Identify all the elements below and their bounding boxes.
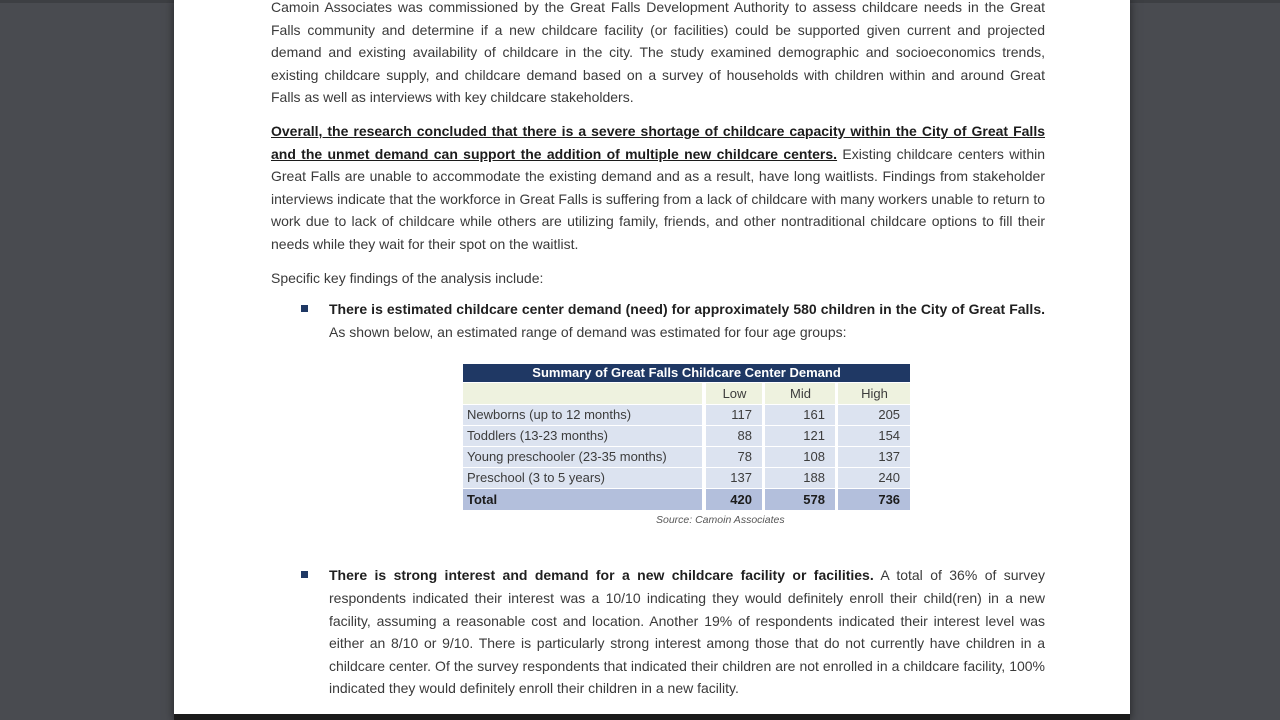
table-cell-low: 117 (706, 405, 765, 426)
paragraph-commission: Camoin Associates was commissioned by the Great Falls Development Authority to assess childcare needs in the Great Falls community and determine if a new childcare facility (or facilities) could be supported given current and projected demand and existing availability of childcare in the city. The study examined demographic and socioeconomics trends, existing childcare supply, and childcare demand based on a survey of households with children within and around Great Falls as well as interviews with key childcare stakeholders. (271, 0, 1045, 106)
table-cell-high: 137 (838, 447, 910, 468)
table-cell-mid: 108 (765, 447, 838, 468)
table-title-row (463, 364, 910, 383)
table-cell-high: 240 (838, 468, 910, 489)
table-cell-label: Toddlers (13-23 months) (463, 426, 706, 447)
table-cell-low: 137 (706, 468, 765, 489)
source-note: Source: Camoin Associates (656, 514, 785, 527)
table-cell-mid: 578 (765, 489, 838, 510)
table-cell-high: 736 (838, 489, 910, 510)
table-cell-label: Total (463, 489, 706, 510)
table-row (463, 426, 910, 447)
bullet-item-demand (271, 298, 1045, 343)
table-total-row (463, 489, 910, 510)
table-cell-low: 78 (706, 447, 765, 468)
table-cell-mid: 161 (765, 405, 838, 426)
table-cell-high: 205 (838, 405, 910, 426)
demand-table (463, 364, 910, 510)
bullet-demand-bold: There is estimated childcare center demand (need) for approximately 580 children in the City of Great Falls. (329, 301, 1045, 318)
table-cell-label: Preschool (3 to 5 years) (463, 468, 706, 489)
column-header-blank (463, 383, 706, 405)
table-cell-label: Newborns (up to 12 months) (463, 405, 706, 426)
page-content (174, 0, 1130, 700)
table-row (463, 405, 910, 426)
bullet-item-interest (271, 564, 1045, 700)
table-cell-mid: 188 (765, 468, 838, 489)
column-header-mid: Mid (765, 383, 838, 405)
table-row (463, 468, 910, 489)
column-header-low: Low (706, 383, 765, 405)
bullet-icon (301, 305, 308, 312)
bullet-interest-rest: A total of 36% of survey respondents indicated their interest was a 10/10 indicating they would definitely enroll their child(ren) in a new facility, assuming a reasonable cost and location. Another 19% of respondents indicated their interest level was either an 8/10 or 9/10. There is particularly strong interest among those that do not currently have children in a childcare center. Of the survey respondents that indicated their children are not enrolled in a childcare facility, 100% indicated they would definitely enroll their children in a new facility. (329, 567, 1046, 697)
table-cell-low: 420 (706, 489, 765, 510)
page-bottom-bar (174, 714, 1130, 720)
bullet-demand-rest: As shown below, an estimated range of demand was estimated for four age groups: (329, 323, 847, 340)
demand-table-wrap (463, 364, 1045, 527)
bullet-interest-bold: There is strong interest and demand for a new childcare facility or facilities. (329, 567, 874, 584)
table-cell-mid: 121 (765, 426, 838, 447)
paragraph-conclusion (271, 120, 1045, 256)
table-title: Summary of Great Falls Childcare Center Demand (463, 364, 910, 383)
column-header-high: High (838, 383, 910, 405)
table-cell-low: 88 (706, 426, 765, 447)
document-page[interactable] (174, 0, 1130, 720)
conclusion-rest: Existing childcare centers within Great Falls are unable to accommodate the existing demand and as a result, have long waitlists. Findings from stakeholder interviews indicate that the workforce in Great Falls is suffering from a lack of childcare with many workers unable to return to work due to lack of childcare while others are utilizing family, friends, and other nontraditional childcare options to fill their needs while they wait for their spot on the waitlist. (271, 145, 1045, 252)
key-findings-lead: Specific key findings of the analysis include: (271, 269, 544, 286)
table-row (463, 447, 910, 468)
bullet-icon (301, 571, 308, 578)
table-cell-label: Young preschooler (23-35 months) (463, 447, 706, 468)
conclusion-highlight: Overall, the research concluded that there is a severe shortage of childcare capacity within the City of Great Falls and the unmet demand can support the addition of multiple new childcare centers. (271, 122, 1045, 162)
table-header-row (463, 383, 910, 405)
table-cell-high: 154 (838, 426, 910, 447)
